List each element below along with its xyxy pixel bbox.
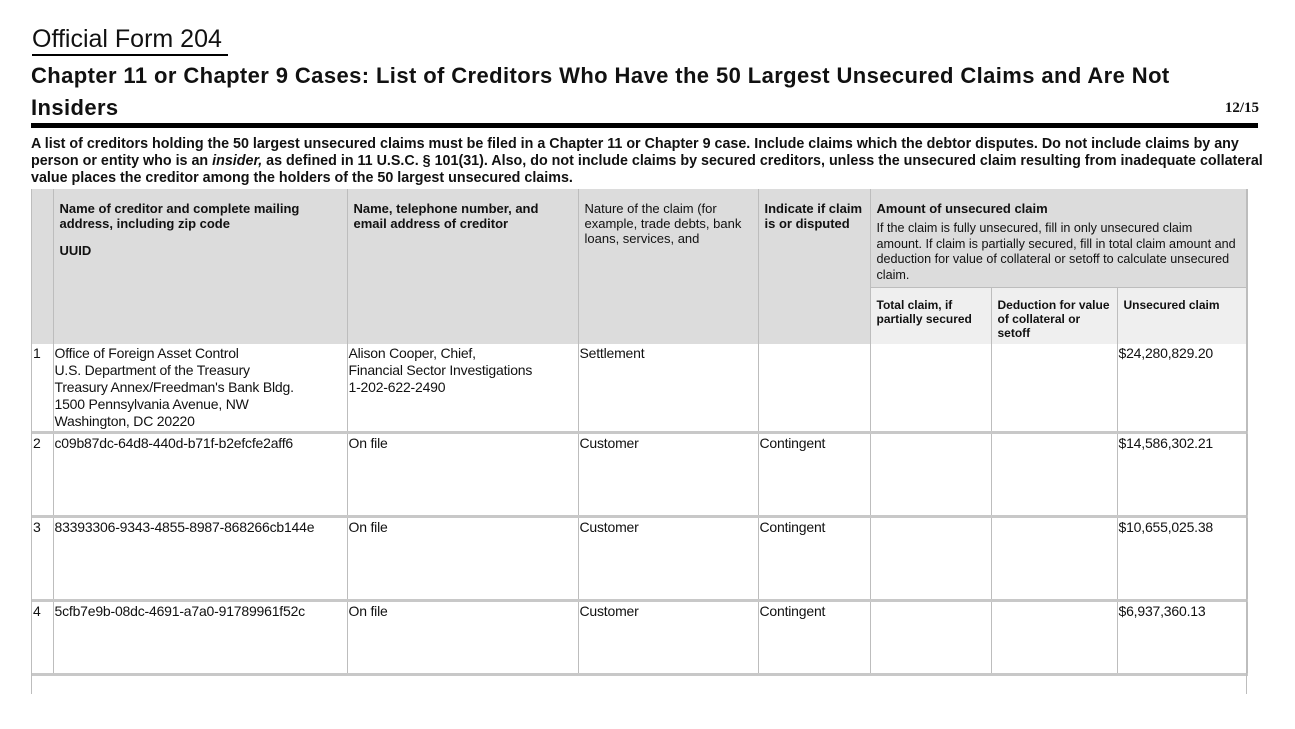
intro-paragraph [31, 136, 1271, 187]
header-uuid-label: UUID [59, 243, 92, 258]
claim-indicator: Contingent [758, 433, 870, 517]
claim-indicator: Contingent [758, 601, 870, 675]
address-line: Treasury Annex/Freedman's Bank Bldg. [54, 379, 294, 395]
deduction [991, 601, 1117, 675]
address-line: Washington, DC 20220 [54, 413, 195, 429]
deduction [991, 344, 1117, 433]
page-title: Chapter 11 or Chapter 9 Cases: List of Creditors Who Have the 50 Largest Unsecured Claims and Are Not Insiders [31, 63, 1170, 120]
claim-indicator [758, 344, 870, 433]
header-indicate: Indicate if claim is or disputed [758, 189, 870, 344]
intro-insider-term: insider, [212, 153, 263, 169]
claim-nature: Customer [578, 601, 758, 675]
header-amount-note: If the claim is fully unsecured, fill in only unsecured claim amount. If claim is partially secured, fill in total claim amount and deduction for value of collateral or setoff to calculate unsecured claim. [876, 221, 1236, 282]
header-unsecured: Unsecured claim [1117, 288, 1247, 345]
creditors-table [31, 189, 1248, 676]
table-row [31, 601, 1247, 675]
total-claim [870, 601, 991, 675]
claim-nature: Customer [578, 517, 758, 601]
contact-line: Financial Sector Investigations [348, 362, 533, 378]
deduction [991, 433, 1117, 517]
table-row [31, 517, 1247, 601]
contact-line: Alison Cooper, Chief, [348, 345, 476, 361]
header-num [31, 189, 53, 344]
header-amount [870, 189, 1247, 288]
creditor-uuid: 83393306-9343-4855-8987-868266cb144e [53, 517, 347, 601]
header-name-address [53, 189, 347, 344]
creditor-name-address [53, 344, 347, 433]
deduction [991, 517, 1117, 601]
title-rule [31, 123, 1258, 128]
total-claim [870, 433, 991, 517]
row-number: 3 [31, 517, 53, 601]
header-total-claim: Total claim, if partially secured [870, 288, 991, 345]
row-number: 1 [31, 344, 53, 433]
row-number: 2 [31, 433, 53, 517]
header-contact: Name, telephone number, and email address of creditor [347, 189, 578, 344]
creditor-uuid: 5cfb7e9b-08dc-4691-a7a0-91789961f52c [53, 601, 347, 675]
header-nature: Nature of the claim (for example, trade debts, bank loans, services, and [578, 189, 758, 344]
header-name-address-label: Name of creditor and complete mailing address, including zip code [59, 201, 300, 231]
unsecured-claim: $14,586,302.21 [1117, 433, 1247, 517]
address-line: 1500 Pennsylvania Avenue, NW [54, 396, 249, 412]
creditor-contact: On file [347, 517, 578, 601]
table-row [31, 433, 1247, 517]
table-row [31, 344, 1247, 433]
intro-text-start: A list of creditors holding the 50 largest unsecured claims must be filed in a Chapter 11 or Chapter 9 case. Include claims which the debtor disputes. Do not include claims by any person or entity who is an [31, 136, 1239, 169]
unsecured-claim: $24,280,829.20 [1117, 344, 1247, 433]
row-number: 4 [31, 601, 53, 675]
total-claim [870, 517, 991, 601]
header-amount-title: Amount of unsecured claim [876, 201, 1048, 216]
header-row [31, 189, 1247, 288]
total-claim [870, 344, 991, 433]
creditor-uuid: c09b87dc-64d8-440d-b71f-b2efcfe2aff6 [53, 433, 347, 517]
creditor-contact: On file [347, 433, 578, 517]
unsecured-claim: $10,655,025.38 [1117, 517, 1247, 601]
creditor-contact: On file [347, 601, 578, 675]
contact-line: 1-202-622-2490 [348, 379, 446, 395]
revision-date: 12/15 [1224, 100, 1259, 116]
form-id: Official Form 204 [32, 24, 228, 56]
claim-indicator: Contingent [758, 517, 870, 601]
unsecured-claim: $6,937,360.13 [1117, 601, 1247, 675]
claim-nature: Customer [578, 433, 758, 517]
intro-text-end: as defined in 11 U.S.C. § 101(31). Also, do not include claims by secured creditors, unless the unsecured claim resulting from inadequate collateral value places the creditor among the holders of the 50 largest unsecured claims. [31, 153, 1263, 186]
address-line: U.S. Department of the Treasury [54, 362, 250, 378]
creditor-contact [347, 344, 578, 433]
address-line: Office of Foreign Asset Control [54, 345, 239, 361]
header-deduction: Deduction for value of collateral or setoff [991, 288, 1117, 345]
claim-nature: Settlement [578, 344, 758, 433]
